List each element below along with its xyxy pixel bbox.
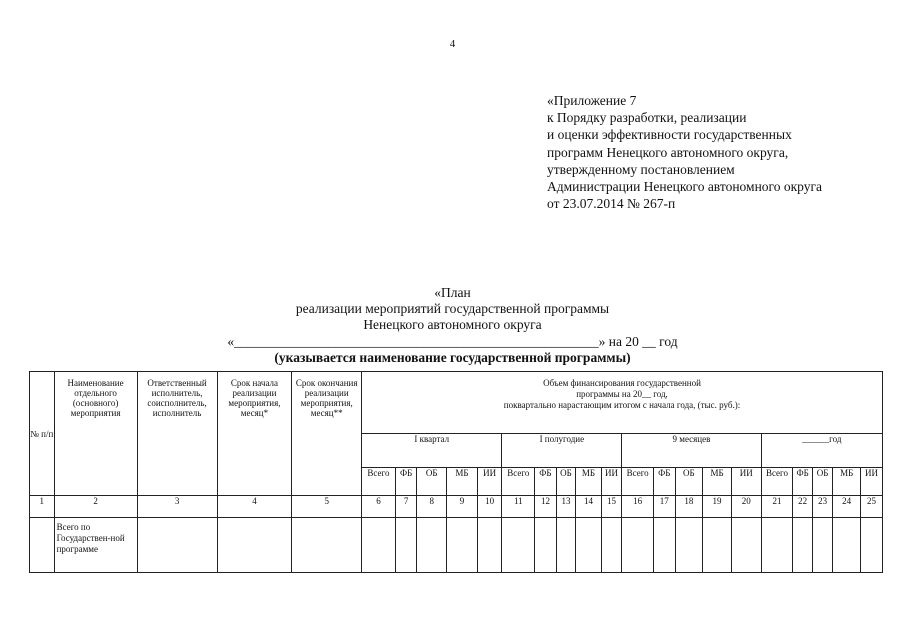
table-cell bbox=[675, 518, 703, 573]
title-hint: (указывается наименование государственной программы) bbox=[274, 349, 631, 365]
financing-line: поквартально нарастающим итогом с начала года, (тыс. руб.): bbox=[503, 400, 741, 410]
header-financing bbox=[362, 372, 883, 434]
header-name: Наименование отдельного (основного) мероприятия bbox=[54, 372, 137, 496]
table-cell bbox=[793, 518, 812, 573]
table-cell bbox=[30, 518, 55, 573]
table-cell bbox=[292, 518, 362, 573]
header-start: Срок начала реализации мероприятия, месяц* bbox=[217, 372, 292, 496]
column-number: 13 bbox=[556, 496, 575, 518]
title-line: «План bbox=[434, 285, 471, 300]
period-year: ______год bbox=[761, 434, 882, 468]
title-line: реализации мероприятий государственной программы bbox=[295, 301, 610, 317]
column-number: 3 bbox=[137, 496, 217, 518]
table-cell bbox=[417, 518, 447, 573]
subcol-fb: ФБ bbox=[654, 468, 676, 496]
column-number: 2 bbox=[54, 496, 137, 518]
appendix-line: «Приложение 7 bbox=[547, 93, 637, 108]
subcol-ob: ОБ bbox=[812, 468, 832, 496]
subcol-total: Всего bbox=[622, 468, 654, 496]
column-number: 5 bbox=[292, 496, 362, 518]
column-number: 11 bbox=[502, 496, 535, 518]
total-label: Всего по Государствен-ной программе bbox=[54, 518, 137, 573]
subcol-fb: ФБ bbox=[793, 468, 812, 496]
column-number: 14 bbox=[576, 496, 602, 518]
column-number: 15 bbox=[601, 496, 621, 518]
period-9m: 9 месяцев bbox=[622, 434, 761, 468]
column-number: 22 bbox=[793, 496, 812, 518]
subcol-ii: ИИ bbox=[860, 468, 882, 496]
column-number: 7 bbox=[395, 496, 417, 518]
column-number: 25 bbox=[860, 496, 882, 518]
column-number: 9 bbox=[447, 496, 478, 518]
subcol-total: Всего bbox=[362, 468, 396, 496]
table-cell bbox=[556, 518, 575, 573]
subcol-ob: ОБ bbox=[417, 468, 447, 496]
plan-title bbox=[0, 285, 905, 366]
plan-table bbox=[29, 371, 883, 573]
subcol-mb: МБ bbox=[576, 468, 602, 496]
appendix-line: от 23.07.2014 № 267-п bbox=[547, 196, 676, 212]
subcol-mb: МБ bbox=[703, 468, 732, 496]
title-line: Ненецкого автономного округа bbox=[363, 317, 542, 333]
table-cell bbox=[395, 518, 417, 573]
table-cell bbox=[601, 518, 621, 573]
subcol-mb: МБ bbox=[447, 468, 478, 496]
appendix-line: Администрации Ненецкого автономного округа bbox=[547, 179, 823, 195]
table-cell bbox=[812, 518, 832, 573]
table-cell bbox=[217, 518, 292, 573]
column-number: 20 bbox=[731, 496, 761, 518]
table-cell bbox=[477, 518, 502, 573]
column-number: 4 bbox=[217, 496, 292, 518]
period-h1: I полугодие bbox=[502, 434, 622, 468]
column-number: 17 bbox=[654, 496, 676, 518]
title-program-line: «______________________________________________________» на 20 __ год bbox=[227, 333, 678, 349]
column-number: 16 bbox=[622, 496, 654, 518]
table-cell bbox=[860, 518, 882, 573]
header-no: № п/п bbox=[30, 372, 55, 496]
column-number: 1 bbox=[30, 496, 55, 518]
column-number: 21 bbox=[761, 496, 793, 518]
table-cell bbox=[535, 518, 557, 573]
table-cell bbox=[502, 518, 535, 573]
table-cell bbox=[703, 518, 732, 573]
subcol-fb: ФБ bbox=[535, 468, 557, 496]
table-cell bbox=[576, 518, 602, 573]
period-q1: I квартал bbox=[362, 434, 502, 468]
appendix-line: программ Ненецкого автономного округа, bbox=[547, 144, 789, 160]
page-number: 4 bbox=[449, 38, 456, 50]
appendix-line: утвержденному постановлением bbox=[547, 161, 735, 177]
column-number: 23 bbox=[812, 496, 832, 518]
column-number: 19 bbox=[703, 496, 732, 518]
column-number: 24 bbox=[833, 496, 861, 518]
subcol-ob: ОБ bbox=[556, 468, 575, 496]
subcol-ii: ИИ bbox=[731, 468, 761, 496]
subcol-ii: ИИ bbox=[477, 468, 502, 496]
column-number-row bbox=[30, 496, 883, 518]
column-number: 8 bbox=[417, 496, 447, 518]
column-number: 6 bbox=[362, 496, 396, 518]
subcol-total: Всего bbox=[502, 468, 535, 496]
header-executor: Ответственный исполнитель, соисполнитель, исполнитель bbox=[137, 372, 217, 496]
column-number: 18 bbox=[675, 496, 703, 518]
table-cell bbox=[137, 518, 217, 573]
total-row bbox=[30, 518, 883, 573]
subcol-total: Всего bbox=[761, 468, 793, 496]
subcol-mb: МБ bbox=[833, 468, 861, 496]
table-cell bbox=[761, 518, 793, 573]
subcol-ob: ОБ bbox=[675, 468, 703, 496]
financing-line: Объем финансирования государственной bbox=[543, 378, 701, 388]
column-number: 10 bbox=[477, 496, 502, 518]
table-cell bbox=[622, 518, 654, 573]
appendix-block bbox=[547, 92, 822, 212]
table-cell bbox=[362, 518, 396, 573]
header-end: Срок окончания реализации мероприятия, месяц** bbox=[292, 372, 362, 496]
subcol-fb: ФБ bbox=[395, 468, 417, 496]
table-cell bbox=[833, 518, 861, 573]
column-number: 12 bbox=[535, 496, 557, 518]
appendix-line: и оценки эффективности государственных bbox=[547, 127, 792, 143]
table-cell bbox=[447, 518, 478, 573]
financing-line: программы на 20__ год, bbox=[576, 389, 668, 399]
subcol-ii: ИИ bbox=[601, 468, 621, 496]
table-cell bbox=[731, 518, 761, 573]
table-cell bbox=[654, 518, 676, 573]
appendix-line: к Порядку разработки, реализации bbox=[547, 110, 747, 126]
